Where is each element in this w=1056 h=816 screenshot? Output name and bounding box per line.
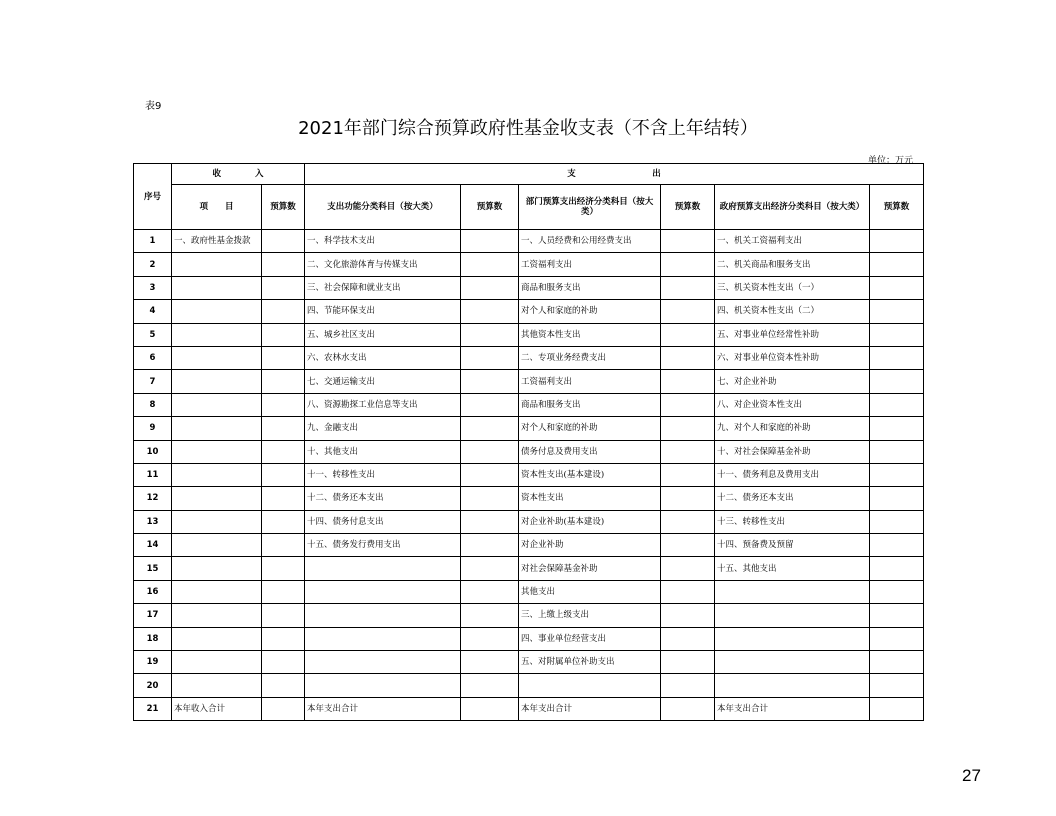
income-budget (262, 440, 305, 463)
income-item (172, 393, 262, 416)
func-budget (461, 276, 519, 299)
gov-budget (870, 627, 924, 650)
income-budget (262, 627, 305, 650)
table-row (134, 440, 924, 463)
income-item (172, 510, 262, 533)
func-budget (461, 604, 519, 627)
income-item (172, 557, 262, 580)
income-item (172, 323, 262, 346)
gov-econ-item: 十三、转移性支出 (715, 510, 870, 533)
func-budget (461, 417, 519, 440)
table-row (134, 557, 924, 580)
gov-econ-item: 本年支出合计 (715, 697, 870, 720)
func-budget (461, 580, 519, 603)
seq-header: 序号 (134, 164, 172, 230)
func-budget (461, 253, 519, 276)
income-budget (262, 346, 305, 369)
dept-budget (661, 697, 715, 720)
income-budget (262, 463, 305, 486)
func-class-item: 本年支出合计 (305, 697, 461, 720)
func-budget (461, 557, 519, 580)
page-title: 2021年部门综合预算政府性基金收支表（不含上年结转） (298, 118, 758, 139)
income-budget (262, 487, 305, 510)
income-budget (262, 417, 305, 440)
income-budget (262, 604, 305, 627)
dept-econ-item: 其他资本性支出 (519, 323, 661, 346)
row-seq: 7 (134, 370, 172, 393)
dept-budget (661, 557, 715, 580)
dept-budget (661, 510, 715, 533)
budget-header: 预算数 (461, 185, 519, 230)
gov-econ-item: 三、机关资本性支出（一） (715, 276, 870, 299)
dept-budget (661, 651, 715, 674)
dept-budget (661, 300, 715, 323)
gov-budget (870, 697, 924, 720)
dept-econ-item (519, 674, 661, 697)
income-budget (262, 697, 305, 720)
row-seq: 1 (134, 230, 172, 253)
gov-budget (870, 487, 924, 510)
item-header: 项 目 (172, 185, 262, 230)
table-row (134, 604, 924, 627)
gov-budget (870, 674, 924, 697)
income-item: 一、政府性基金拨款 (172, 230, 262, 253)
row-seq: 11 (134, 463, 172, 486)
gov-econ-item: 四、机关资本性支出（二） (715, 300, 870, 323)
dept-econ-item: 对企业补助(基本建设) (519, 510, 661, 533)
row-seq: 9 (134, 417, 172, 440)
func-budget (461, 393, 519, 416)
page-number: 27 (962, 766, 981, 785)
row-seq: 12 (134, 487, 172, 510)
gov-econ-item: 十四、预备费及预留 (715, 534, 870, 557)
income-item: 本年收入合计 (172, 697, 262, 720)
row-seq: 15 (134, 557, 172, 580)
table-row (134, 230, 924, 253)
gov-econ-item: 十五、其他支出 (715, 557, 870, 580)
income-item (172, 487, 262, 510)
dept-budget (661, 346, 715, 369)
budget-header: 预算数 (870, 185, 924, 230)
table-row (134, 417, 924, 440)
dept-budget (661, 417, 715, 440)
table-row (134, 510, 924, 533)
func-class-item: 二、文化旅游体育与传媒支出 (305, 253, 461, 276)
income-budget (262, 557, 305, 580)
dept-budget (661, 276, 715, 299)
gov-econ-item: 七、对企业补助 (715, 370, 870, 393)
func-budget (461, 230, 519, 253)
func-class-item (305, 627, 461, 650)
gov-budget (870, 510, 924, 533)
dept-budget (661, 370, 715, 393)
income-budget (262, 276, 305, 299)
func-budget (461, 346, 519, 369)
gov-budget (870, 230, 924, 253)
income-budget (262, 370, 305, 393)
row-seq: 10 (134, 440, 172, 463)
gov-budget (870, 534, 924, 557)
income-item (172, 463, 262, 486)
gov-budget (870, 346, 924, 369)
func-budget (461, 510, 519, 533)
func-class-item: 七、交通运输支出 (305, 370, 461, 393)
table-row (134, 393, 924, 416)
gov-econ-item: 二、机关商品和服务支出 (715, 253, 870, 276)
dept-econ-item: 资本性支出(基本建设) (519, 463, 661, 486)
row-seq: 19 (134, 651, 172, 674)
gov-budget (870, 580, 924, 603)
income-budget (262, 253, 305, 276)
func-budget (461, 370, 519, 393)
table-row (134, 697, 924, 720)
gov-econ-item (715, 580, 870, 603)
income-item (172, 276, 262, 299)
func-class-item (305, 651, 461, 674)
income-item (172, 417, 262, 440)
budget-table (133, 163, 924, 721)
func-class-item: 三、社会保障和就业支出 (305, 276, 461, 299)
gov-budget (870, 393, 924, 416)
row-seq: 4 (134, 300, 172, 323)
dept-budget (661, 253, 715, 276)
dept-econ-item: 一、人员经费和公用经费支出 (519, 230, 661, 253)
table-row (134, 370, 924, 393)
func-budget (461, 534, 519, 557)
gov-econ-item: 五、对事业单位经常性补助 (715, 323, 870, 346)
table-row (134, 276, 924, 299)
func-class-item: 十五、债务发行费用支出 (305, 534, 461, 557)
func-budget (461, 697, 519, 720)
income-item (172, 440, 262, 463)
gov-budget (870, 276, 924, 299)
row-seq: 20 (134, 674, 172, 697)
dept-econ-item: 债务付息及费用支出 (519, 440, 661, 463)
gov-budget (870, 604, 924, 627)
gov-budget (870, 417, 924, 440)
income-item (172, 627, 262, 650)
gov-budget (870, 651, 924, 674)
gov-budget (870, 323, 924, 346)
gov-econ-item (715, 627, 870, 650)
gov-econ-item: 九、对个人和家庭的补助 (715, 417, 870, 440)
dept-econ-item: 商品和服务支出 (519, 276, 661, 299)
gov-econ-item: 一、机关工资福利支出 (715, 230, 870, 253)
row-seq: 2 (134, 253, 172, 276)
table-row (134, 253, 924, 276)
func-class-item: 五、城乡社区支出 (305, 323, 461, 346)
dept-budget (661, 580, 715, 603)
gov-budget (870, 300, 924, 323)
income-item (172, 253, 262, 276)
income-item (172, 534, 262, 557)
dept-econ-item: 四、事业单位经营支出 (519, 627, 661, 650)
func-class-item: 九、金融支出 (305, 417, 461, 440)
gov-econ-item: 十二、债务还本支出 (715, 487, 870, 510)
func-class-item: 十、其他支出 (305, 440, 461, 463)
gov-econ-item: 十、对社会保障基金补助 (715, 440, 870, 463)
dept-budget (661, 440, 715, 463)
dept-econ-item: 对企业补助 (519, 534, 661, 557)
gov-budget (870, 440, 924, 463)
table-row (134, 323, 924, 346)
func-budget (461, 651, 519, 674)
func-class-item: 十四、债务付息支出 (305, 510, 461, 533)
row-seq: 14 (134, 534, 172, 557)
row-seq: 8 (134, 393, 172, 416)
row-seq: 17 (134, 604, 172, 627)
income-budget (262, 230, 305, 253)
func-budget (461, 440, 519, 463)
gov-budget (870, 557, 924, 580)
func-class-item: 六、农林水支出 (305, 346, 461, 369)
func-budget (461, 300, 519, 323)
budget-header: 预算数 (661, 185, 715, 230)
budget-header: 预算数 (262, 185, 305, 230)
func-class-item: 四、节能环保支出 (305, 300, 461, 323)
row-seq: 21 (134, 697, 172, 720)
func-class-item: 十二、债务还本支出 (305, 487, 461, 510)
func-class-item (305, 557, 461, 580)
table-row (134, 346, 924, 369)
gov-econ-item: 八、对企业资本性支出 (715, 393, 870, 416)
income-budget (262, 651, 305, 674)
income-item (172, 651, 262, 674)
dept-budget (661, 463, 715, 486)
row-seq: 3 (134, 276, 172, 299)
gov-econ-item: 六、对事业单位资本性补助 (715, 346, 870, 369)
income-budget (262, 534, 305, 557)
dept-econ-item: 工资福利支出 (519, 253, 661, 276)
dept-econ-item: 三、上缴上级支出 (519, 604, 661, 627)
row-seq: 16 (134, 580, 172, 603)
func-class-item: 八、资源勘探工业信息等支出 (305, 393, 461, 416)
gov-econ-item (715, 674, 870, 697)
dept-econ-item: 其他支出 (519, 580, 661, 603)
dept-budget (661, 323, 715, 346)
table-row (134, 300, 924, 323)
row-seq: 13 (134, 510, 172, 533)
income-budget (262, 393, 305, 416)
dept-econ-header: 部门预算支出经济分类科目（按大类） (519, 185, 661, 230)
unit-label: 单位：万元 (867, 156, 913, 166)
dept-econ-item: 对个人和家庭的补助 (519, 417, 661, 440)
table-row (134, 651, 924, 674)
func-budget (461, 674, 519, 697)
dept-econ-item: 二、专项业务经费支出 (519, 346, 661, 369)
gov-budget (870, 370, 924, 393)
gov-econ-item: 十一、债务利息及费用支出 (715, 463, 870, 486)
func-budget (461, 323, 519, 346)
table-row (134, 534, 924, 557)
func-class-item: 一、科学技术支出 (305, 230, 461, 253)
table-row (134, 487, 924, 510)
income-item (172, 674, 262, 697)
income-item (172, 604, 262, 627)
dept-budget (661, 674, 715, 697)
income-item (172, 580, 262, 603)
func-class-item (305, 580, 461, 603)
income-budget (262, 580, 305, 603)
dept-econ-item: 本年支出合计 (519, 697, 661, 720)
gov-budget (870, 253, 924, 276)
income-item (172, 300, 262, 323)
dept-econ-item: 工资福利支出 (519, 370, 661, 393)
income-budget (262, 323, 305, 346)
income-budget (262, 300, 305, 323)
func-budget (461, 487, 519, 510)
gov-econ-item (715, 604, 870, 627)
expense-header: 支 出 (305, 164, 924, 185)
dept-econ-item: 五、对附属单位补助支出 (519, 651, 661, 674)
func-class-item (305, 604, 461, 627)
table-row (134, 463, 924, 486)
row-seq: 6 (134, 346, 172, 369)
dept-budget (661, 534, 715, 557)
table-row (134, 580, 924, 603)
income-budget (262, 510, 305, 533)
func-class-item: 十一、转移性支出 (305, 463, 461, 486)
dept-econ-item: 对社会保障基金补助 (519, 557, 661, 580)
dept-budget (661, 604, 715, 627)
dept-econ-item: 对个人和家庭的补助 (519, 300, 661, 323)
row-seq: 5 (134, 323, 172, 346)
gov-econ-item (715, 651, 870, 674)
dept-budget (661, 487, 715, 510)
gov-econ-header: 政府预算支出经济分类科目（按大类） (715, 185, 870, 230)
func-budget (461, 463, 519, 486)
table-id: 表9 (145, 101, 162, 112)
income-item (172, 346, 262, 369)
func-class-header: 支出功能分类科目（按大类） (305, 185, 461, 230)
dept-econ-item: 商品和服务支出 (519, 393, 661, 416)
dept-budget (661, 230, 715, 253)
func-class-item (305, 674, 461, 697)
row-seq: 18 (134, 627, 172, 650)
dept-budget (661, 393, 715, 416)
income-item (172, 370, 262, 393)
gov-budget (870, 463, 924, 486)
func-budget (461, 627, 519, 650)
dept-econ-item: 资本性支出 (519, 487, 661, 510)
table-row (134, 627, 924, 650)
dept-budget (661, 627, 715, 650)
table-row (134, 674, 924, 697)
income-header: 收 入 (172, 164, 305, 185)
income-budget (262, 674, 305, 697)
